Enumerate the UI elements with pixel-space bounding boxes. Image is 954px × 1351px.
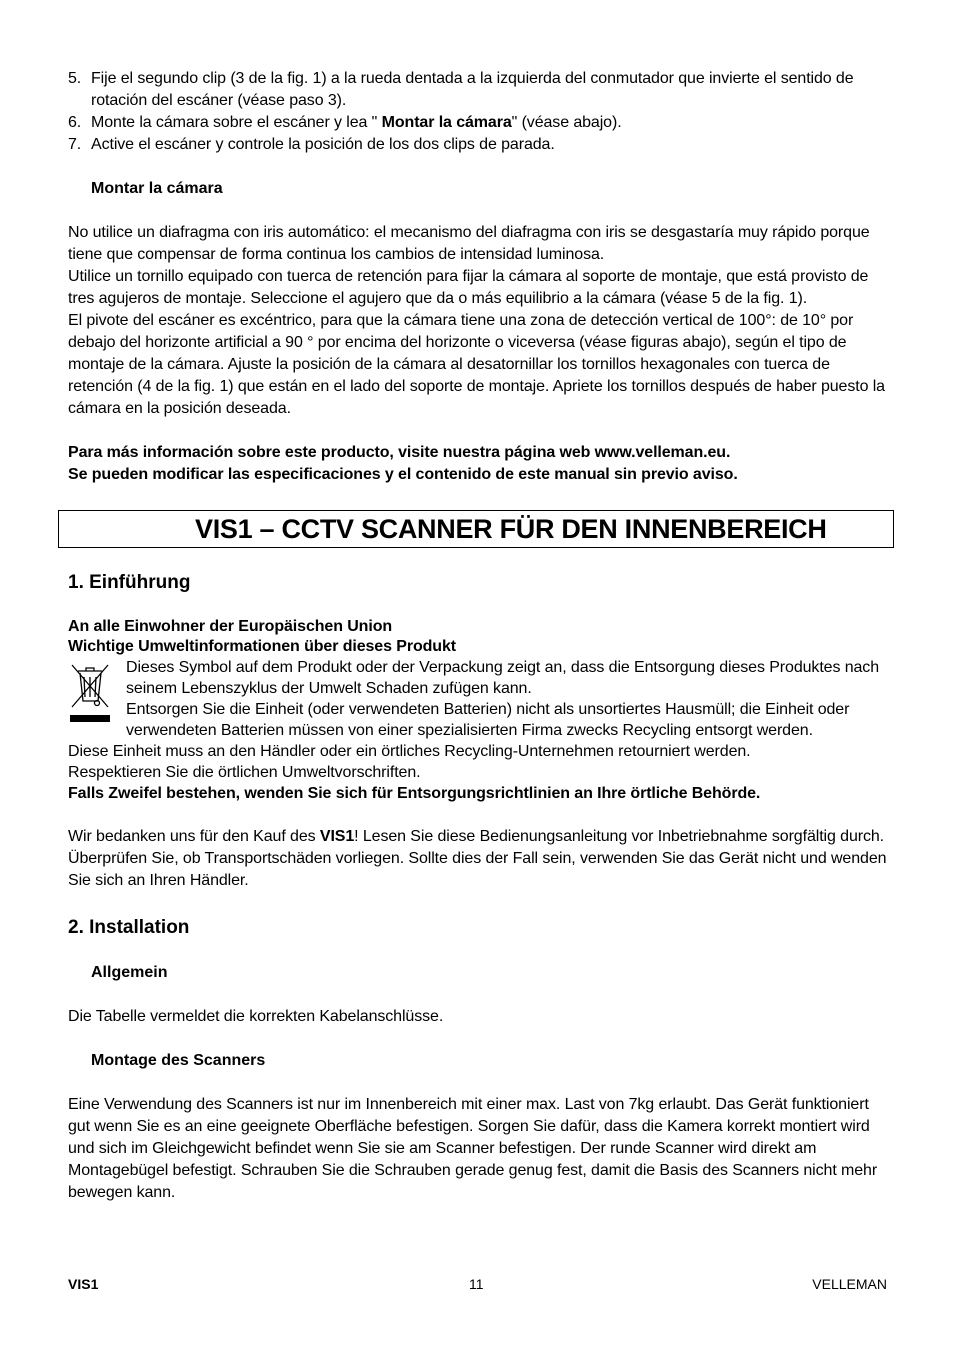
eu-notice-1: An alle Einwohner der Europäischen Union — [68, 618, 393, 635]
thanks-pre: Wir bedanken uns für den Kauf des — [68, 828, 320, 845]
spacer — [68, 1072, 888, 1094]
allgemein-heading: Allgemein — [91, 964, 168, 981]
step-text-bold: Montar la cámara — [381, 114, 512, 131]
weee-block — [68, 657, 888, 741]
info-disclaimer: Se pueden modificar las especificaciones y el contenido de este manual sin previo aviso. — [68, 466, 738, 483]
montage-heading: Montage des Scanners — [91, 1052, 266, 1069]
steps-list — [68, 68, 888, 156]
step-text: Active el escáner y controle la posición de los dos clips de parada. — [91, 136, 555, 153]
spacer — [68, 420, 888, 442]
thanks-paragraph — [68, 826, 888, 892]
thanks-product: VIS1 — [319, 828, 355, 845]
thanks-post: ! Lesen Sie diese Bedienungsanleitung vor Inbetriebnahme sorgfältig durch. Überprüfen Sie, ob Transportschäden vorliegen. Sollte dies der Fall sein, verwenden Sie das Gerät nicht und wenden Sie sich an Ihren Händler. — [68, 828, 887, 889]
eu-notice-2: Wichtige Umweltinformationen über dieses Produkt — [68, 638, 456, 655]
step-text-pre: Monte la cámara sobre el escáner y lea " — [91, 114, 382, 131]
montar-paragraph-2: Utilice un tornillo equipado con tuerca de retención para fijar la cámara al soporte de montaje, que está provisto de tres agujeros de montaje. Seleccione el agujero que da o más equilibrio a la cámara (véase 5 de la fig. 1). — [68, 268, 869, 307]
info-website: Para más información sobre este producto, visite nuestra página web www.velleman.eu. — [68, 444, 731, 461]
montar-heading: Montar la cámara — [91, 180, 223, 197]
allgemein-text: Die Tabelle vermeldet die korrekten Kabelanschlüsse. — [68, 1008, 444, 1025]
german-content — [68, 571, 888, 1204]
montar-paragraph-1: No utilice un diafragma con iris automático: el mecanismo del diafragma con iris se desgastaría muy rápido porque tiene que compensar de forma continua los cambios de intensidad luminosa. — [68, 224, 870, 263]
step-number: 5. — [68, 70, 82, 87]
doubt-notice: Falls Zweifel bestehen, wenden Sie sich für Entsorgungsrichtlinien an Ihre örtliche Behörde. — [68, 785, 761, 802]
footer-page-number: 11 — [469, 1276, 484, 1292]
step-5 — [68, 68, 888, 112]
spacer — [68, 804, 888, 826]
montage-text: Eine Verwendung des Scanners ist nur im Innenbereich mit einer max. Last von 7kg erlaubt. Das Gerät funktioniert gut wenn Sie es an eine geeignete Oberfläche befestigen. Sorgen Sie dafür, dass die Kamera korrekt montiert wird und sich im Gleichgewicht befindet wenn Sie sie am Scanner befestigen. Der runde Scanner wird direkt am Montagebügel befestigt. Schrauben Sie die Schrauben gerade genug fest, damit die Basis des Scanners nicht mehr bewegen kann. — [68, 1096, 878, 1201]
step-number: 7. — [68, 136, 82, 153]
crossed-out-wheelie-bin-icon — [68, 659, 112, 723]
step-7 — [68, 134, 888, 156]
spacer — [68, 156, 888, 178]
spacer — [68, 940, 888, 962]
spacer — [68, 892, 888, 916]
step-number: 6. — [68, 114, 82, 131]
spacer — [68, 1028, 888, 1050]
section-2-heading: 2. Installation — [68, 917, 190, 938]
footer-model: VIS1 — [68, 1276, 99, 1292]
page-content — [68, 68, 888, 486]
spacer — [68, 595, 888, 617]
step-text-post: " (véase abajo). — [511, 114, 622, 131]
section-1-heading: 1. Einführung — [68, 572, 191, 593]
step-text: Fije el segundo clip (3 de la fig. 1) a la rueda dentada a la izquierda del conmutador que invierte el sentido de rotación del escáner (véase paso 3). — [91, 70, 854, 109]
step-6 — [68, 112, 888, 134]
regulations-notice: Respektieren Sie die örtlichen Umweltvorschriften. — [68, 764, 421, 781]
spacer — [68, 984, 888, 1006]
weee-text-2: Entsorgen Sie die Einheit (oder verwendeten Batterien) nicht als unsortiertes Hausmüll; die Einheit oder verwendeten Batterien müssen von einer spezialisierten Firma zwecks Recycling entsorgt werden. — [126, 701, 850, 739]
montar-paragraph-3: El pivote del escáner es excéntrico, para que la cámara tiene una zona de detección vertical de 100°: de 10° por debajo del horizonte artificial a 90 ° por encima del horizonte o viceversa (véase figuras abajo), según el tipo de montaje de la cámara. Ajuste la posición de la cámara al desatornillar los tornillos hexagonales con tuerca de retención (4 de la fig. 1) que están en el lado del soporte de montaje. Apriete los tornillos después de haber puesto la cámara en la posición deseada. — [68, 312, 885, 417]
weee-text-1: Dieses Symbol auf dem Produkt oder der Verpackung zeigt an, dass die Entsorgung dieses Produktes nach seinem Lebenszyklus der Umwelt Schaden zufügen kann. — [126, 659, 880, 697]
footer-brand: VELLEMAN — [812, 1276, 887, 1292]
spacer — [68, 200, 888, 222]
section-title-box: VIS1 – CCTV SCANNER FÜR DEN INNENBEREICH — [58, 510, 894, 548]
return-notice: Diese Einheit muss an den Händler oder ein örtliches Recycling-Unternehmen retourniert werden. — [68, 743, 751, 760]
